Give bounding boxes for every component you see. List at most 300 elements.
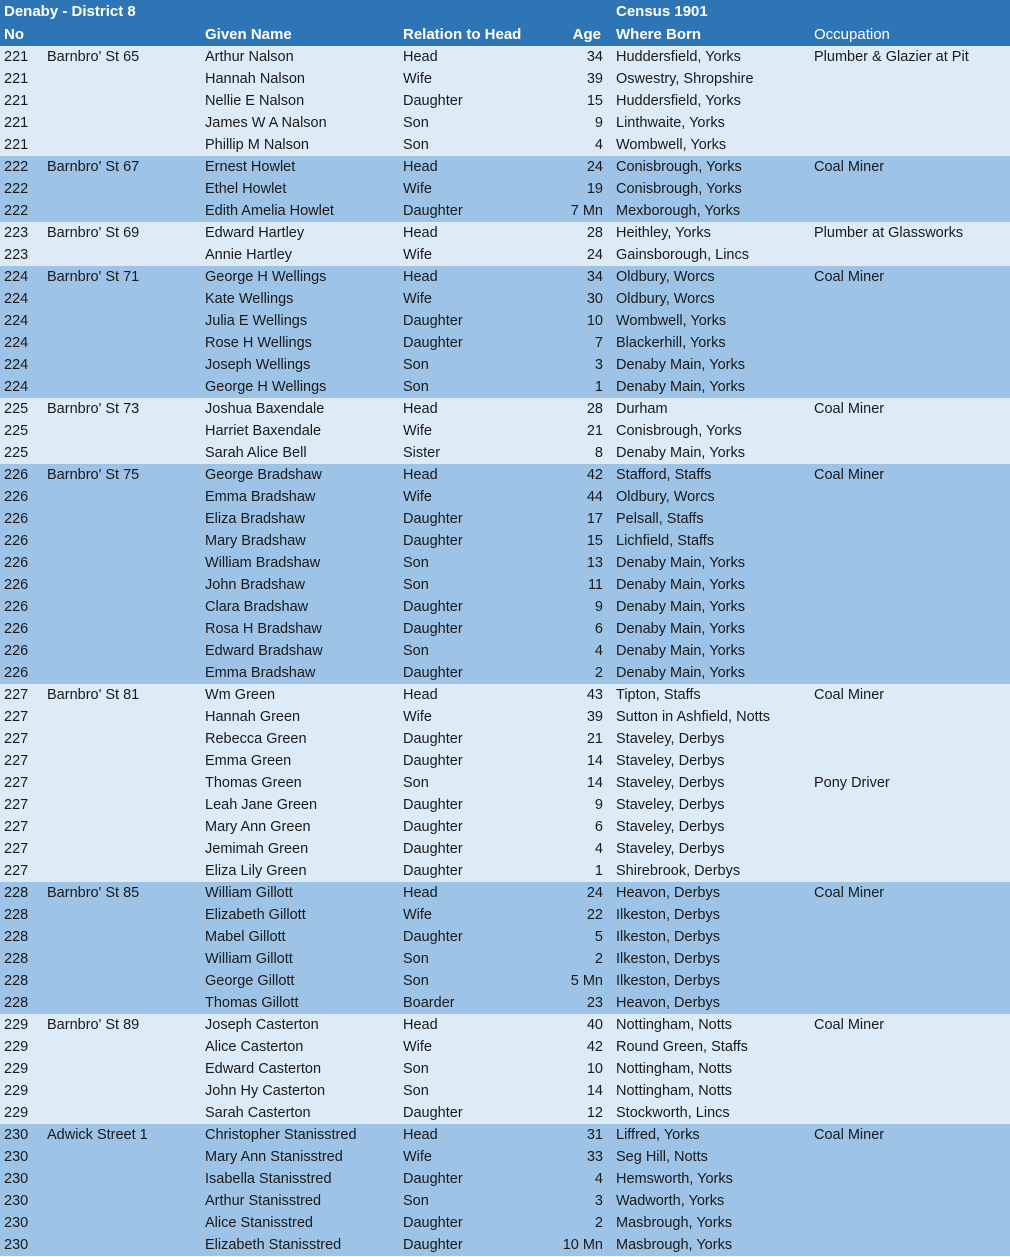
cell-relation: Son [403, 1083, 429, 1099]
cell-age: 7 Mn [570, 203, 603, 219]
cell-where-born: Masbrough, Yorks [616, 1237, 733, 1253]
cell-where-born: Huddersfield, Yorks [616, 93, 741, 109]
table-row [0, 574, 1010, 596]
cell-age: 11 [587, 577, 603, 593]
cell-given-name: Kate Wellings [205, 291, 294, 307]
cell-given-name: Eliza Bradshaw [205, 511, 305, 527]
cell-where-born: Staveley, Derbys [616, 819, 725, 835]
cell-age: 5 [594, 929, 603, 945]
cell-relation: Son [403, 137, 429, 153]
cell-occupation: Plumber at Glassworks [814, 225, 964, 241]
table-row [0, 222, 1010, 244]
cell-where-born: Conisbrough, Yorks [616, 181, 742, 197]
cell-relation: Daughter [403, 1105, 463, 1121]
cell-no: 226 [4, 467, 29, 483]
cell-address: Barnbro' St 69 [47, 225, 140, 241]
cell-where-born: Liffred, Yorks [616, 1127, 700, 1143]
cell-no: 227 [4, 753, 29, 769]
table-row [0, 376, 1010, 398]
cell-age: 12 [586, 1105, 603, 1121]
cell-age: 31 [586, 1127, 603, 1143]
table-row [0, 508, 1010, 530]
cell-relation: Head [403, 49, 438, 65]
cell-age: 2 [594, 665, 603, 681]
cell-where-born: Conisbrough, Yorks [616, 423, 742, 439]
cell-where-born: Gainsborough, Lincs [616, 247, 749, 263]
cell-given-name: George H Wellings [205, 269, 327, 285]
cell-relation: Wife [403, 71, 432, 87]
cell-no: 230 [4, 1149, 29, 1165]
header-age: Age [572, 26, 601, 43]
table-row [0, 1102, 1010, 1124]
cell-no: 226 [4, 643, 29, 659]
cell-age: 15 [586, 533, 603, 549]
cell-relation: Head [403, 1017, 438, 1033]
table-row [0, 134, 1010, 156]
cell-age: 22 [586, 907, 603, 923]
table-row [0, 112, 1010, 134]
table-row [0, 596, 1010, 618]
cell-no: 222 [4, 203, 29, 219]
cell-given-name: Mary Bradshaw [205, 533, 306, 549]
header-relation: Relation to Head [403, 26, 522, 43]
cell-no: 226 [4, 533, 29, 549]
cell-age: 1 [594, 863, 603, 879]
table-row [0, 310, 1010, 332]
cell-relation: Wife [403, 1149, 432, 1165]
cell-relation: Daughter [403, 929, 463, 945]
cell-given-name: Elizabeth Gillott [205, 907, 306, 923]
cell-age: 24 [586, 159, 603, 175]
cell-where-born: Ilkeston, Derbys [616, 929, 720, 945]
cell-no: 230 [4, 1193, 29, 1209]
cell-no: 227 [4, 775, 29, 791]
cell-where-born: Wombwell, Yorks [616, 313, 727, 329]
cell-given-name: Eliza Lily Green [205, 863, 307, 879]
cell-no: 224 [4, 357, 29, 373]
cell-given-name: Edward Hartley [205, 225, 305, 241]
cell-relation: Wife [403, 709, 432, 725]
table-row [0, 552, 1010, 574]
cell-age: 6 [594, 621, 603, 637]
cell-age: 9 [594, 599, 603, 615]
cell-where-born: Denaby Main, Yorks [616, 665, 745, 681]
cell-occupation: Coal Miner [814, 1017, 885, 1033]
cell-given-name: Arthur Stanisstred [205, 1193, 322, 1209]
cell-relation: Head [403, 225, 438, 241]
cell-age: 28 [586, 225, 603, 241]
cell-given-name: Wm Green [205, 687, 276, 703]
table-row [0, 1080, 1010, 1102]
cell-where-born: Denaby Main, Yorks [616, 643, 745, 659]
cell-where-born: Staveley, Derbys [616, 731, 725, 747]
cell-given-name: James W A Nalson [205, 115, 327, 131]
cell-no: 225 [4, 445, 29, 461]
cell-age: 15 [586, 93, 603, 109]
cell-age: 23 [586, 995, 603, 1011]
cell-where-born: Denaby Main, Yorks [616, 357, 745, 373]
cell-relation: Daughter [403, 599, 463, 615]
cell-age: 17 [586, 511, 603, 527]
cell-given-name: Thomas Gillott [205, 995, 299, 1011]
cell-age: 1 [594, 379, 603, 395]
table-row [0, 728, 1010, 750]
cell-where-born: Ilkeston, Derbys [616, 973, 720, 989]
cell-where-born: Huddersfield, Yorks [616, 49, 741, 65]
cell-occupation: Coal Miner [814, 401, 885, 417]
cell-relation: Boarder [403, 995, 455, 1011]
cell-occupation: Coal Miner [814, 269, 885, 285]
cell-where-born: Oldbury, Worcs [616, 489, 715, 505]
cell-where-born: Denaby Main, Yorks [616, 577, 745, 593]
header-where-born: Where Born [616, 26, 702, 43]
cell-relation: Daughter [403, 753, 463, 769]
cell-given-name: William Bradshaw [205, 555, 321, 571]
cell-age: 9 [594, 115, 603, 131]
cell-given-name: Hannah Nalson [205, 71, 305, 87]
cell-age: 42 [586, 467, 603, 483]
table-row [0, 1190, 1010, 1212]
cell-age: 10 [586, 313, 603, 329]
cell-given-name: George H Wellings [205, 379, 327, 395]
cell-given-name: Nellie E Nalson [205, 93, 305, 109]
cell-relation: Head [403, 687, 438, 703]
table-row [0, 838, 1010, 860]
table-row [0, 750, 1010, 772]
cell-where-born: Sutton in Ashfield, Notts [616, 709, 770, 725]
cell-where-born: Denaby Main, Yorks [616, 445, 745, 461]
table-row [0, 288, 1010, 310]
cell-given-name: Thomas Green [205, 775, 302, 791]
cell-age: 6 [594, 819, 603, 835]
cell-no: 225 [4, 423, 29, 439]
cell-no: 227 [4, 687, 29, 703]
column-header-row [0, 23, 1010, 46]
cell-relation: Wife [403, 247, 432, 263]
cell-where-born: Nottingham, Notts [616, 1017, 733, 1033]
cell-where-born: Denaby Main, Yorks [616, 599, 745, 615]
cell-given-name: Rebecca Green [205, 731, 307, 747]
cell-relation: Head [403, 885, 438, 901]
census-label: Census 1901 [616, 3, 708, 20]
table-row [0, 244, 1010, 266]
cell-no: 222 [4, 159, 29, 175]
cell-where-born: Oswestry, Shropshire [616, 71, 754, 87]
cell-no: 224 [4, 291, 29, 307]
cell-relation: Son [403, 357, 429, 373]
cell-age: 8 [594, 445, 603, 461]
cell-no: 226 [4, 555, 29, 571]
cell-age: 5 Mn [570, 973, 603, 989]
table-row [0, 156, 1010, 178]
cell-occupation: Coal Miner [814, 687, 885, 703]
cell-address: Barnbro' St 73 [47, 401, 140, 417]
cell-given-name: Edward Casterton [205, 1061, 322, 1077]
cell-given-name: Mary Ann Stanisstred [205, 1149, 343, 1165]
cell-relation: Wife [403, 907, 432, 923]
cell-no: 227 [4, 797, 29, 813]
table-row [0, 398, 1010, 420]
cell-age: 3 [594, 1193, 603, 1209]
cell-no: 229 [4, 1105, 29, 1121]
cell-no: 228 [4, 885, 29, 901]
cell-where-born: Lichfield, Staffs [616, 533, 715, 549]
cell-where-born: Denaby Main, Yorks [616, 621, 745, 637]
cell-relation: Wife [403, 181, 432, 197]
table-row [0, 706, 1010, 728]
cell-occupation: Coal Miner [814, 885, 885, 901]
sheet-title: Denaby - District 8 [4, 3, 136, 20]
table-row [0, 420, 1010, 442]
cell-where-born: Pelsall, Staffs [616, 511, 704, 527]
cell-relation: Daughter [403, 1171, 463, 1187]
table-row [0, 684, 1010, 706]
cell-where-born: Round Green, Staffs [616, 1039, 748, 1055]
cell-relation: Son [403, 115, 429, 131]
cell-given-name: William Gillott [205, 885, 293, 901]
cell-no: 228 [4, 929, 29, 945]
cell-given-name: Mabel Gillott [205, 929, 286, 945]
cell-relation: Head [403, 269, 438, 285]
cell-relation: Daughter [403, 313, 463, 329]
cell-given-name: Elizabeth Stanisstred [205, 1237, 342, 1253]
cell-given-name: Arthur Nalson [205, 49, 294, 65]
cell-relation: Daughter [403, 841, 463, 857]
cell-relation: Daughter [403, 665, 463, 681]
table-row [0, 992, 1010, 1014]
cell-given-name: Joseph Wellings [205, 357, 311, 373]
cell-age: 24 [586, 247, 603, 263]
cell-no: 227 [4, 841, 29, 857]
cell-given-name: Jemimah Green [205, 841, 309, 857]
cell-no: 221 [4, 93, 29, 109]
cell-relation: Head [403, 159, 438, 175]
cell-where-born: Oldbury, Worcs [616, 269, 715, 285]
cell-where-born: Ilkeston, Derbys [616, 951, 720, 967]
cell-no: 225 [4, 401, 29, 417]
cell-no: 227 [4, 731, 29, 747]
cell-relation: Daughter [403, 533, 463, 549]
header-occupation: Occupation [814, 26, 890, 43]
cell-relation: Head [403, 1127, 438, 1143]
cell-age: 34 [586, 49, 603, 65]
cell-where-born: Nottingham, Notts [616, 1061, 733, 1077]
cell-occupation: Plumber & Glazier at Pit [814, 49, 969, 65]
cell-where-born: Wadworth, Yorks [616, 1193, 725, 1209]
cell-age: 4 [594, 841, 603, 857]
cell-age: 13 [586, 555, 603, 571]
cell-where-born: Wombwell, Yorks [616, 137, 727, 153]
cell-where-born: Conisbrough, Yorks [616, 159, 742, 175]
cell-where-born: Heithley, Yorks [616, 225, 711, 241]
table-body [0, 46, 1010, 1256]
cell-age: 14 [586, 753, 603, 769]
cell-address: Barnbro' St 71 [47, 269, 140, 285]
cell-age: 4 [594, 1171, 603, 1187]
table-row [0, 332, 1010, 354]
table-row [0, 1058, 1010, 1080]
cell-no: 221 [4, 137, 29, 153]
cell-age: 44 [586, 489, 603, 505]
cell-relation: Wife [403, 489, 432, 505]
cell-given-name: William Gillott [205, 951, 293, 967]
table-row [0, 90, 1010, 112]
cell-relation: Head [403, 401, 438, 417]
header-given-name: Given Name [205, 26, 292, 43]
cell-age: 24 [586, 885, 603, 901]
table-row [0, 46, 1010, 68]
table-row [0, 1014, 1010, 1036]
cell-age: 2 [594, 951, 603, 967]
cell-no: 229 [4, 1061, 29, 1077]
table-row [0, 904, 1010, 926]
cell-age: 30 [586, 291, 603, 307]
table-row [0, 464, 1010, 486]
cell-where-born: Staveley, Derbys [616, 775, 725, 791]
cell-relation: Son [403, 577, 429, 593]
cell-no: 222 [4, 181, 29, 197]
cell-where-born: Staveley, Derbys [616, 753, 725, 769]
cell-where-born: Blackerhill, Yorks [616, 335, 726, 351]
cell-relation: Daughter [403, 621, 463, 637]
table-row [0, 816, 1010, 838]
cell-no: 228 [4, 995, 29, 1011]
cell-no: 224 [4, 379, 29, 395]
cell-no: 226 [4, 599, 29, 615]
table-row [0, 970, 1010, 992]
cell-where-born: Denaby Main, Yorks [616, 555, 745, 571]
cell-no: 221 [4, 115, 29, 131]
cell-relation: Daughter [403, 819, 463, 835]
cell-given-name: Sarah Casterton [205, 1105, 311, 1121]
cell-given-name: Hannah Green [205, 709, 301, 725]
cell-relation: Son [403, 379, 429, 395]
cell-where-born: Denaby Main, Yorks [616, 379, 745, 395]
cell-no: 226 [4, 621, 29, 637]
cell-no: 221 [4, 71, 29, 87]
cell-age: 4 [594, 137, 603, 153]
cell-where-born: Shirebrook, Derbys [616, 863, 741, 879]
cell-where-born: Linthwaite, Yorks [616, 115, 725, 131]
cell-no: 226 [4, 577, 29, 593]
cell-where-born: Seg Hill, Notts [616, 1149, 708, 1165]
cell-address: Barnbro' St 65 [47, 49, 140, 65]
cell-no: 227 [4, 819, 29, 835]
table-row [0, 926, 1010, 948]
cell-no: 229 [4, 1039, 29, 1055]
cell-given-name: Joseph Casterton [205, 1017, 319, 1033]
cell-age: 43 [586, 687, 603, 703]
cell-given-name: George Gillott [205, 973, 295, 989]
table-row [0, 1124, 1010, 1146]
cell-given-name: Emma Bradshaw [205, 665, 316, 681]
cell-age: 19 [586, 181, 603, 197]
cell-given-name: Joshua Baxendale [205, 401, 325, 417]
cell-address: Barnbro' St 75 [47, 467, 140, 483]
cell-given-name: Isabella Stanisstred [205, 1171, 332, 1187]
cell-relation: Son [403, 973, 429, 989]
cell-relation: Daughter [403, 797, 463, 813]
table-row [0, 618, 1010, 640]
table-row [0, 1036, 1010, 1058]
cell-relation: Daughter [403, 511, 463, 527]
table-row [0, 1146, 1010, 1168]
cell-given-name: Alice Casterton [205, 1039, 304, 1055]
cell-age: 10 Mn [562, 1237, 603, 1253]
cell-age: 39 [586, 71, 603, 87]
cell-given-name: Sarah Alice Bell [205, 445, 307, 461]
table-row [0, 662, 1010, 684]
cell-relation: Daughter [403, 203, 463, 219]
cell-address: Adwick Street 1 [47, 1127, 148, 1143]
cell-relation: Wife [403, 1039, 432, 1055]
cell-given-name: Ernest Howlet [205, 159, 296, 175]
cell-where-born: Masbrough, Yorks [616, 1215, 733, 1231]
cell-relation: Wife [403, 291, 432, 307]
table-row [0, 948, 1010, 970]
cell-given-name: Rose H Wellings [205, 335, 312, 351]
cell-given-name: Ethel Howlet [205, 181, 287, 197]
cell-relation: Head [403, 467, 438, 483]
cell-address: Barnbro' St 81 [47, 687, 140, 703]
cell-no: 230 [4, 1215, 29, 1231]
cell-occupation: Coal Miner [814, 159, 885, 175]
cell-no: 223 [4, 225, 29, 241]
cell-age: 9 [594, 797, 603, 813]
cell-given-name: Emma Green [205, 753, 292, 769]
cell-no: 226 [4, 489, 29, 505]
table-row [0, 772, 1010, 794]
cell-relation: Son [403, 643, 429, 659]
cell-age: 3 [594, 357, 603, 373]
cell-occupation: Coal Miner [814, 1127, 885, 1143]
table-row [0, 178, 1010, 200]
cell-age: 40 [586, 1017, 603, 1033]
cell-where-born: Ilkeston, Derbys [616, 907, 720, 923]
cell-given-name: Edith Amelia Howlet [205, 203, 334, 219]
table-row [0, 486, 1010, 508]
cell-no: 227 [4, 709, 29, 725]
cell-address: Barnbro' St 85 [47, 885, 140, 901]
cell-relation: Son [403, 555, 429, 571]
cell-given-name: Leah Jane Green [205, 797, 318, 813]
cell-given-name: George Bradshaw [205, 467, 322, 483]
cell-age: 14 [586, 775, 603, 791]
cell-address: Barnbro' St 89 [47, 1017, 140, 1033]
cell-no: 229 [4, 1083, 29, 1099]
cell-relation: Son [403, 1193, 429, 1209]
table-row [0, 354, 1010, 376]
cell-age: 42 [586, 1039, 603, 1055]
cell-address: Barnbro' St 67 [47, 159, 140, 175]
cell-relation: Daughter [403, 335, 463, 351]
cell-given-name: Alice Stanisstred [205, 1215, 313, 1231]
table-row [0, 200, 1010, 222]
cell-age: 10 [586, 1061, 603, 1077]
table-row [0, 860, 1010, 882]
cell-given-name: John Bradshaw [205, 577, 305, 593]
table-row [0, 640, 1010, 662]
cell-no: 230 [4, 1237, 29, 1253]
cell-relation: Wife [403, 423, 432, 439]
table-row [0, 266, 1010, 288]
cell-no: 221 [4, 49, 29, 65]
cell-where-born: Mexborough, Yorks [616, 203, 741, 219]
cell-no: 224 [4, 335, 29, 351]
cell-given-name: Christopher Stanisstred [205, 1127, 357, 1143]
cell-no: 228 [4, 907, 29, 923]
cell-age: 7 [594, 335, 603, 351]
